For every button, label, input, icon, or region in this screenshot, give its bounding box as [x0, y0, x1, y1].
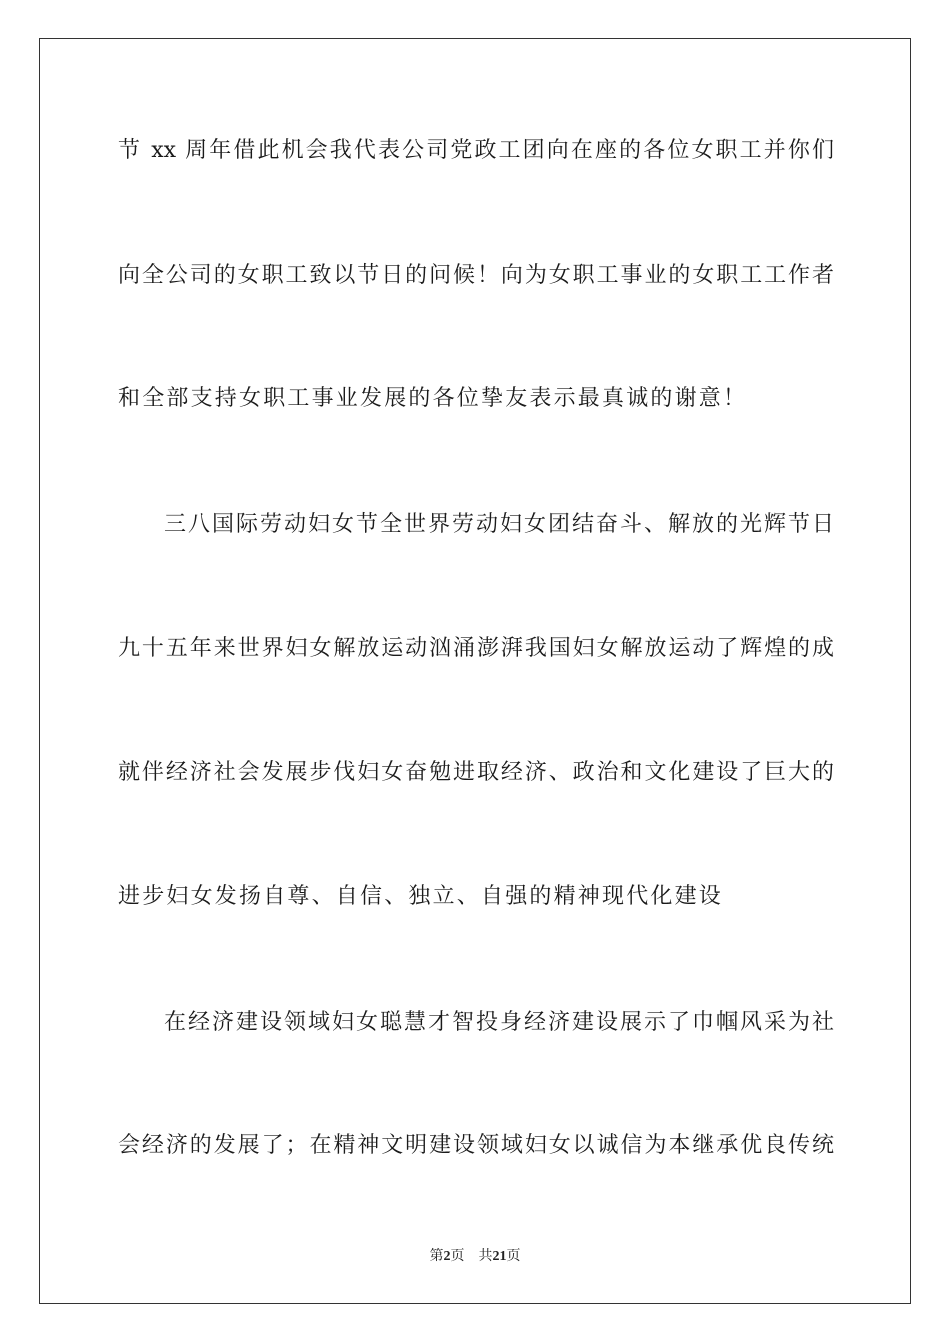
body-line-1: 节 xx 周年借此机会我代表公司党政工团向在座的各位女职工并你们 — [118, 138, 834, 163]
footer-page-number: 2 — [443, 1249, 451, 1264]
body-line-7: 进步妇女发扬自尊、自信、独立、自强的精神现代化建设 — [118, 884, 724, 909]
body-line-9: 会经济的发展了；在精神文明建设领域妇女以诚信为本继承优良传统 — [118, 1133, 834, 1158]
footer-page-prefix: 第 — [429, 1249, 444, 1264]
footer-page-suffix: 页 — [450, 1249, 465, 1264]
page-border — [39, 38, 911, 1304]
body-line-3: 和全部支持女职工事业发展的各位挚友表示最真诚的谢意！ — [118, 386, 748, 411]
body-line-2: 向全公司的女职工致以节日的问候！向为女职工事业的女职工工作者 — [118, 263, 834, 288]
body-line-5: 九十五年来世界妇女解放运动汹涌澎湃我国妇女解放运动了辉煌的成 — [118, 636, 834, 661]
body-line-8: 在经济建设领域妇女聪慧才智投身经济建设展示了巾帼风采为社 — [164, 1010, 834, 1035]
footer-total-pages: 21 — [492, 1249, 507, 1264]
footer-total-suffix: 页 — [506, 1249, 521, 1264]
body-line-6: 就伴经济社会发展步伐妇女奋勉进取经济、政治和文化建设了巨大的 — [118, 760, 834, 785]
page-footer — [0, 1248, 950, 1266]
body-line-4: 三八国际劳动妇女节全世界劳动妇女团结奋斗、解放的光辉节日 — [164, 512, 834, 537]
footer-total-prefix: 共 — [478, 1249, 493, 1264]
